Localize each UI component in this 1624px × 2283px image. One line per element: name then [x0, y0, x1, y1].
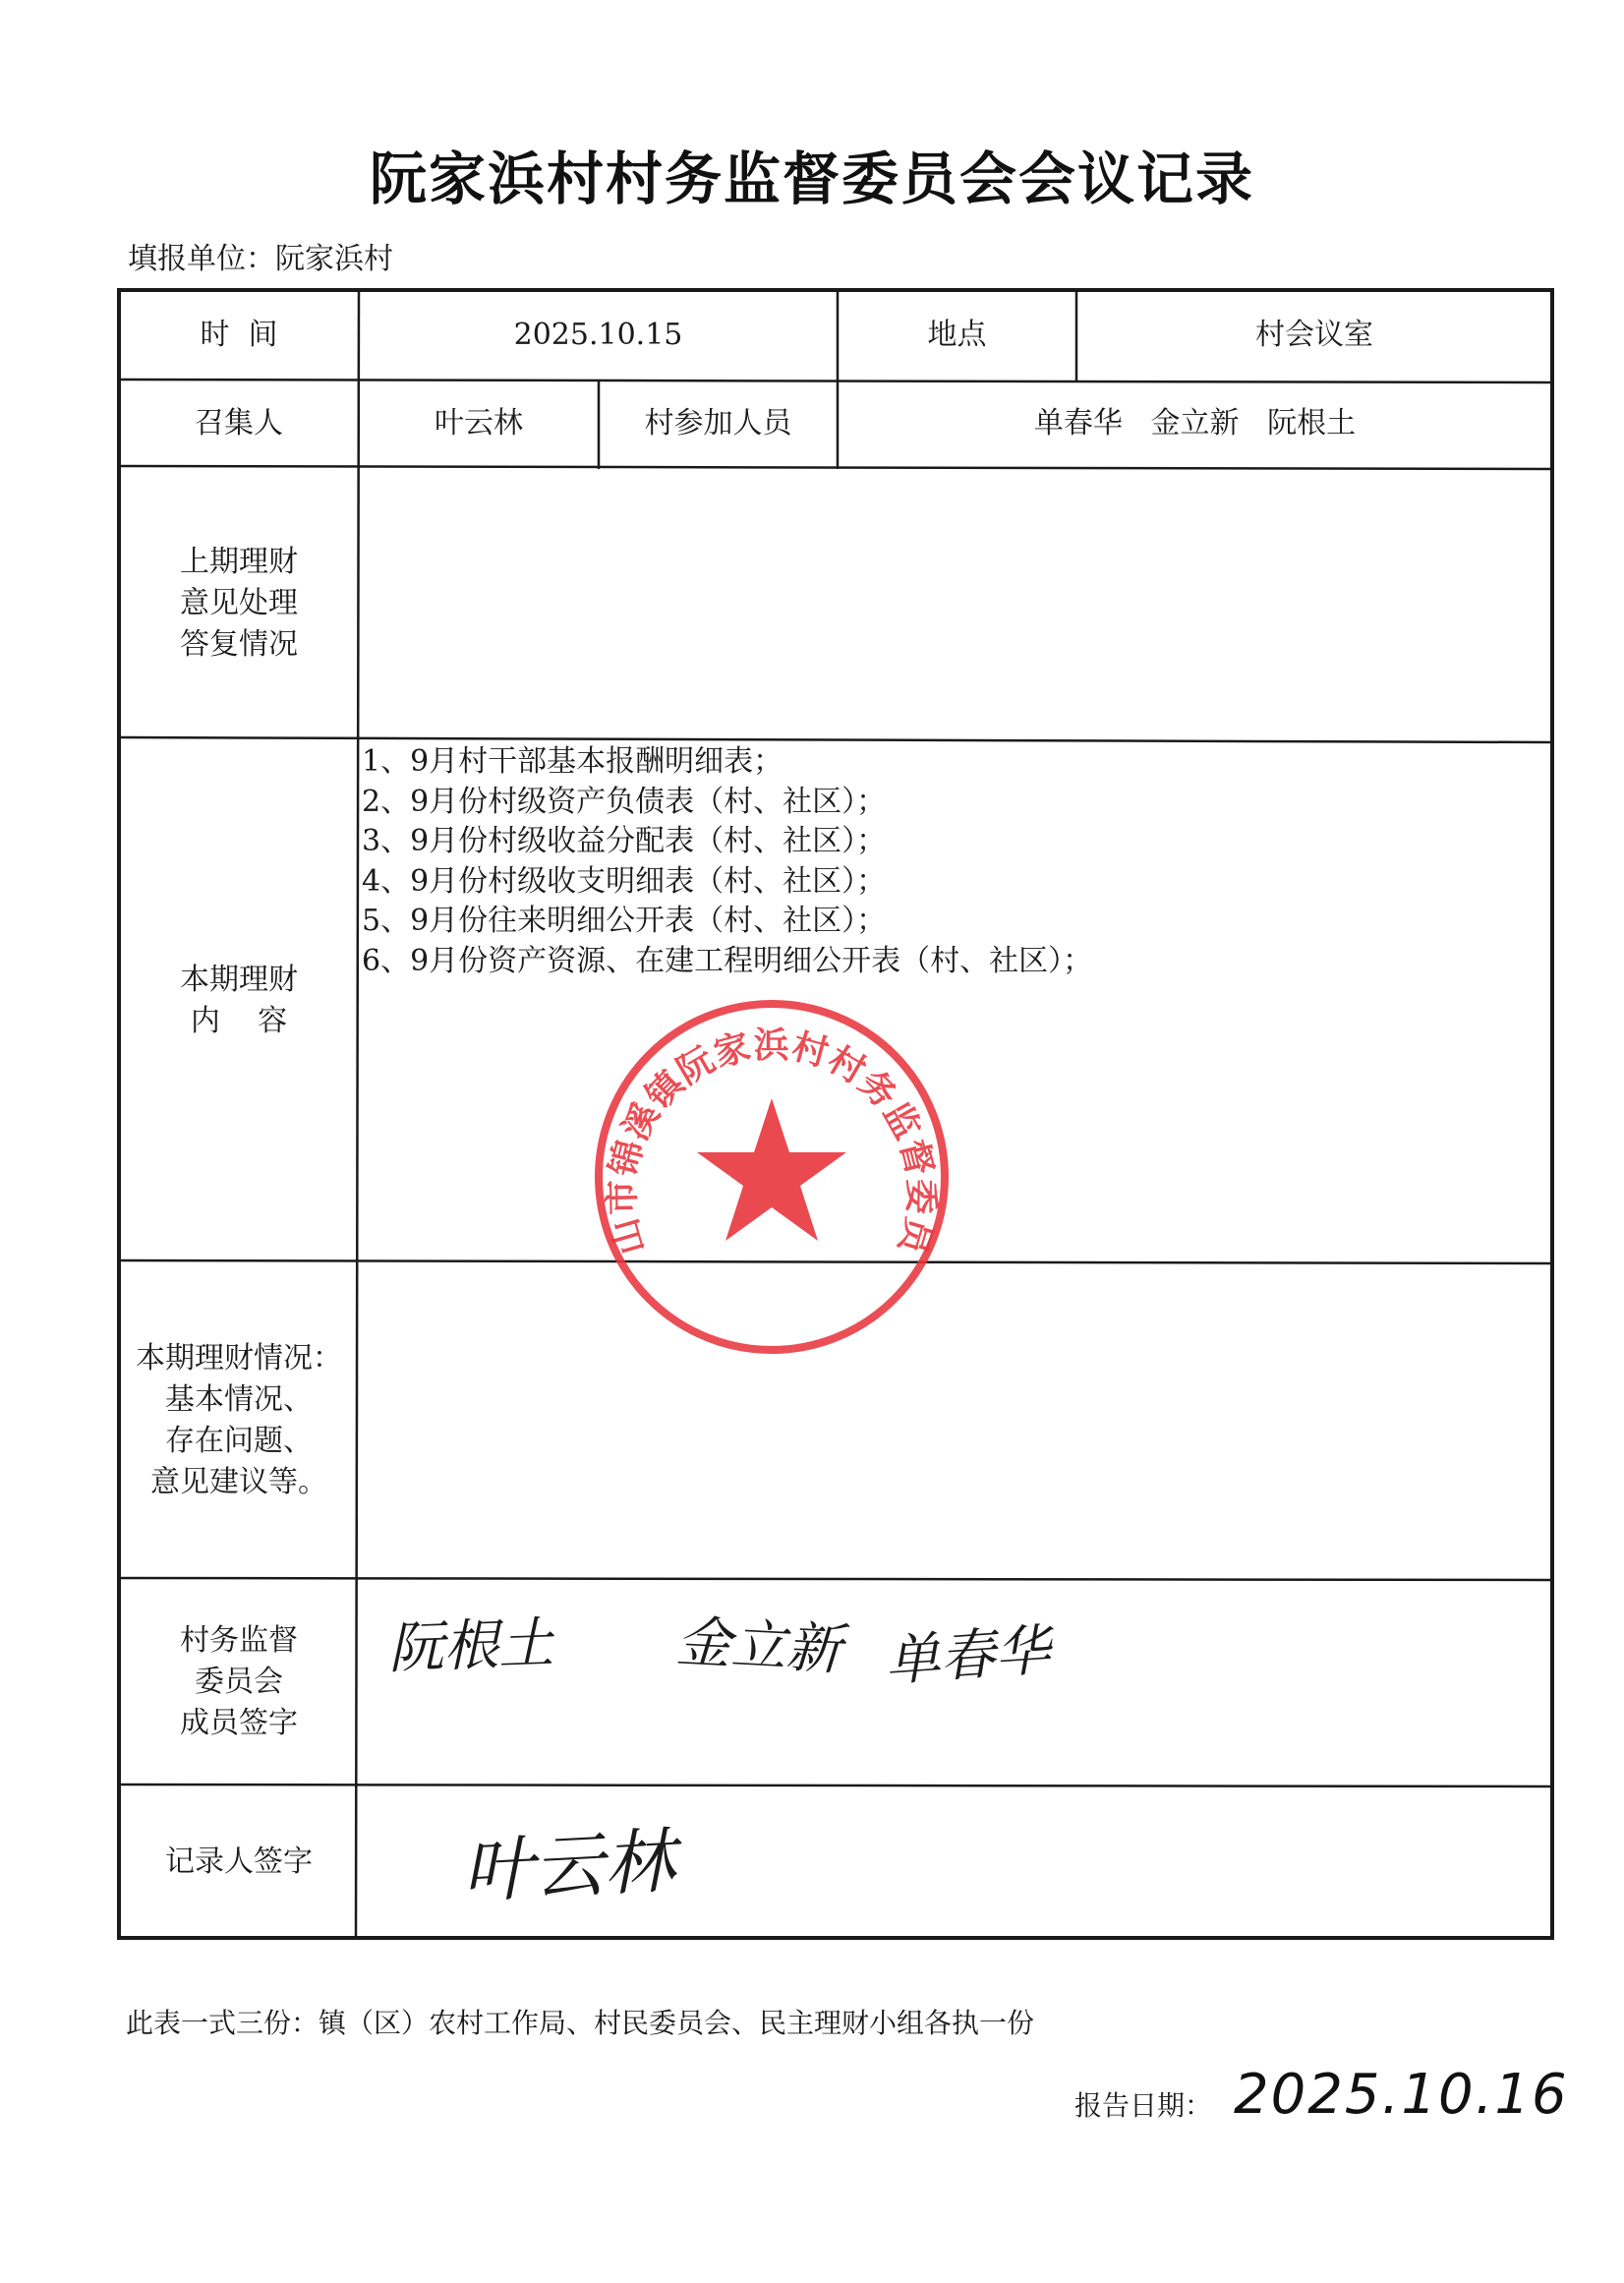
recorder-signature-label: 记录人签字: [165, 1844, 313, 1879]
signature-member-1: 阮根土: [387, 1611, 555, 1681]
place-value: 村会议室: [1255, 317, 1373, 352]
signature-member-3: 单春华: [883, 1618, 1053, 1694]
distribution-note: 此表一式三份：镇（区）农村工作局、村民委员会、民主理财小组各执一份: [126, 2007, 1035, 2039]
list-item: 1、9月村干部基本报酬明细表；: [362, 744, 783, 779]
list-item: 2、9月份村级资产负债表（村、社区）；: [362, 784, 887, 819]
seal-text: 山市锦溪镇阮家浜村村务监督委员: [602, 1024, 942, 1259]
previous-handling-label: 上期理财 意见处理 答复情况: [180, 545, 298, 662]
official-seal: [590, 995, 954, 1359]
convener-label: 召集人: [195, 406, 283, 440]
convener-value: 叶云林: [435, 406, 523, 440]
seal-graphic: [590, 995, 954, 1359]
list-item: 3、9月份村级收益分配表（村、社区）；: [362, 824, 887, 858]
members-signature-label: 村务监督 委员会 成员签字: [180, 1623, 298, 1740]
list-item: 4、9月份村级收支明细表（村、社区）；: [362, 863, 887, 899]
content-list: [362, 742, 1092, 981]
report-date-value: 2025.10.16: [1234, 2063, 1569, 2127]
time-label: 时 间: [200, 317, 278, 352]
report-date-label: 报告日期：: [1074, 2089, 1213, 2122]
participants-value: 单春华 金立新 阮根土: [1033, 406, 1357, 440]
previous-handling-value: [359, 468, 1552, 739]
reporting-unit: 填报单位：阮家浜村: [128, 242, 393, 276]
list-item: 5、9月份往来明细公开表（村、社区）；: [362, 904, 887, 938]
participants-label: 村参加人员: [644, 406, 792, 440]
list-item: 6、9月份资产资源、在建工程明细公开表（村、社区）；: [362, 943, 1093, 978]
place-label: 地点: [927, 317, 987, 352]
page-title: 阮家浜村村务监督委员会会议记录: [369, 146, 1254, 212]
seal-star: [697, 1098, 846, 1241]
signature-recorder: 叶云林: [460, 1819, 677, 1913]
situation-label: 本期理财情况： 基本情况、 存在问题、 意见建议等。: [136, 1341, 342, 1499]
signature-member-2: 金立新: [674, 1610, 843, 1683]
content-label: 本期理财 内 容: [180, 962, 298, 1038]
time-value: 2025.10.15: [513, 317, 683, 352]
